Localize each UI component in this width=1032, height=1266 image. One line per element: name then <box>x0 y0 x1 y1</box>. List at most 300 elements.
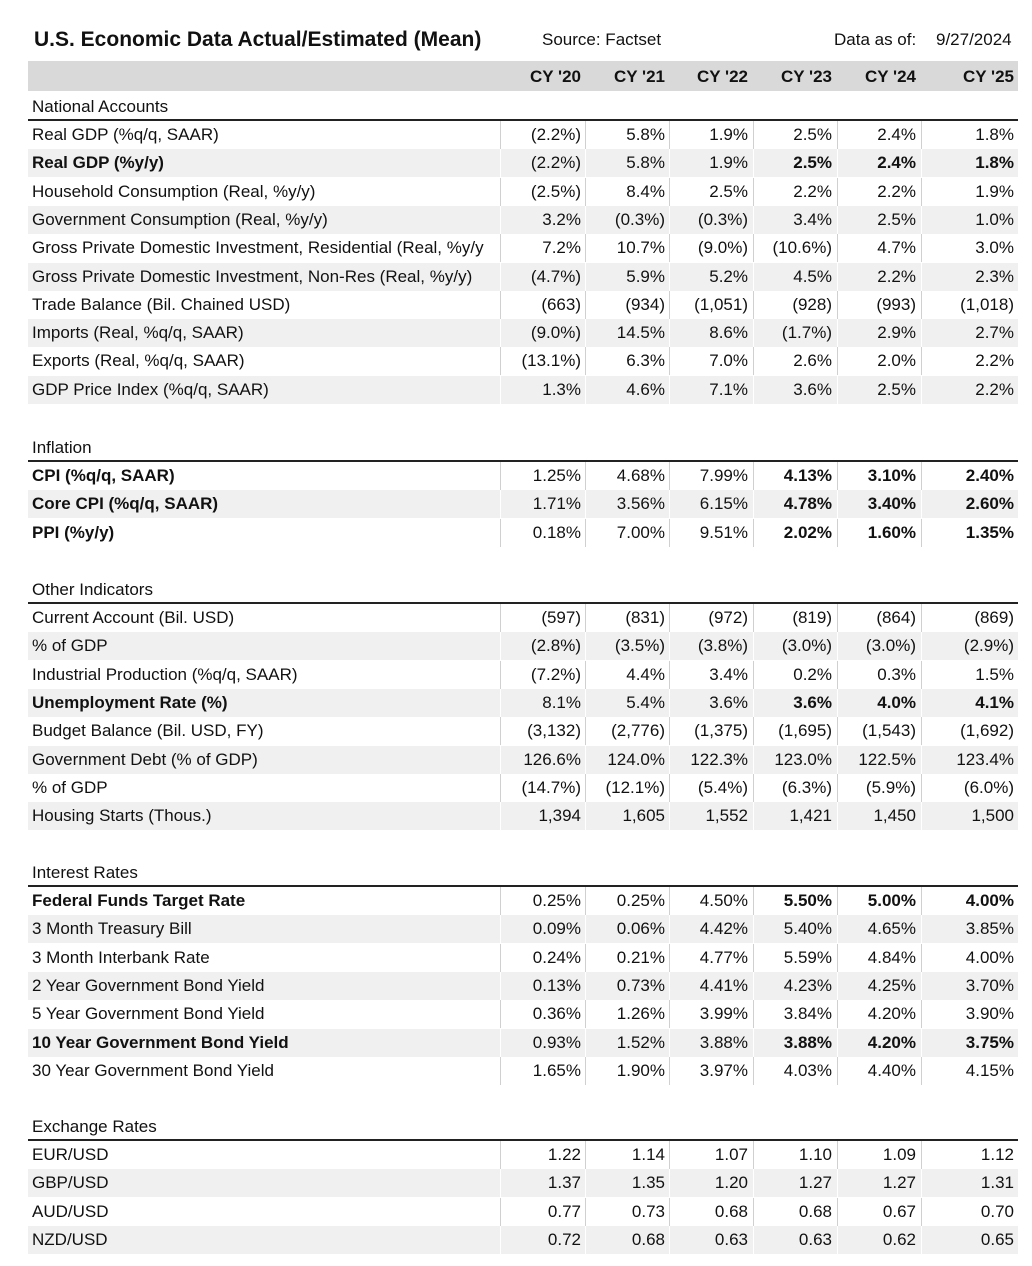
value-cell: 1.12 <box>980 1145 1014 1164</box>
row-label: 2 Year Government Bond Yield <box>32 975 265 995</box>
value-cell: 2.5% <box>793 153 832 173</box>
row-label: Real GDP (%q/q, SAAR) <box>32 125 219 144</box>
page-title: U.S. Economic Data Actual/Estimated (Mean) <box>34 28 482 51</box>
table-row <box>28 206 1018 234</box>
value-cell: 3.70% <box>965 975 1014 995</box>
table-row <box>28 490 1018 518</box>
value-cell: 0.73 <box>631 1201 665 1221</box>
section-title <box>28 435 1018 461</box>
value-cell: 5.9% <box>626 266 665 286</box>
value-cell: 8.6% <box>709 323 748 343</box>
value-cell: 5.8% <box>626 125 665 144</box>
value-cell: 0.13% <box>532 975 581 995</box>
row-label: 3 Month Treasury Bill <box>32 919 192 939</box>
value-cell: (663) <box>541 294 581 314</box>
value-cell: (4.7%) <box>530 266 581 286</box>
row-label: Federal Funds Target Rate <box>32 891 246 910</box>
column-header: CY '21 <box>614 67 665 86</box>
cell-divider <box>921 1141 922 1169</box>
value-cell: 1.14 <box>631 1145 665 1164</box>
value-cell: (597) <box>541 608 581 627</box>
row-label: Gross Private Domestic Investment, Residential (Real, %y/y <box>32 238 484 258</box>
row-label: 5 Year Government Bond Yield <box>32 1004 265 1024</box>
value-cell: (6.3%) <box>781 777 832 797</box>
value-cell: (5.4%) <box>697 777 748 797</box>
value-cell: 0.3% <box>877 664 916 684</box>
value-cell: (13.1%) <box>521 351 581 371</box>
cell-divider <box>921 178 922 206</box>
value-cell: 3.88% <box>699 1032 748 1052</box>
value-cell: 1.10 <box>798 1145 832 1164</box>
value-cell: (972) <box>708 608 748 627</box>
table-row <box>28 376 1018 404</box>
value-cell: (934) <box>625 294 665 314</box>
value-cell: 5.40% <box>783 919 832 939</box>
value-cell: (2.2%) <box>530 125 581 144</box>
value-cell: 2.2% <box>877 181 916 201</box>
value-cell: 1.90% <box>616 1060 665 1080</box>
cell-divider <box>921 1000 922 1028</box>
table-row <box>28 774 1018 802</box>
cell-divider <box>921 347 922 375</box>
value-cell: (3.5%) <box>614 636 665 656</box>
value-cell: 4.00% <box>965 891 1014 910</box>
value-cell: 0.25% <box>616 891 665 910</box>
section-title-text: Interest Rates <box>32 863 138 882</box>
value-cell: 3.84% <box>783 1004 832 1024</box>
value-cell: 3.6% <box>793 692 832 712</box>
data-as-of-date: 9/27/2024 <box>936 30 1012 49</box>
value-cell: (1,692) <box>960 721 1014 741</box>
value-cell: 4.77% <box>699 947 748 967</box>
value-cell: 14.5% <box>616 323 665 343</box>
value-cell: 4.41% <box>699 975 748 995</box>
value-cell: 2.6% <box>793 351 832 371</box>
value-cell: 4.20% <box>867 1004 916 1024</box>
row-label: GBP/USD <box>32 1173 109 1193</box>
value-cell: 3.6% <box>709 692 748 712</box>
value-cell: 1.9% <box>975 181 1014 201</box>
row-label: AUD/USD <box>32 1201 109 1221</box>
value-cell: (2.5%) <box>530 181 581 201</box>
value-cell: 0.72 <box>547 1229 581 1249</box>
value-cell: 0.21% <box>616 947 665 967</box>
value-cell: (1.7%) <box>781 323 832 343</box>
value-cell: 4.42% <box>699 919 748 939</box>
value-cell: 2.4% <box>877 153 916 173</box>
value-cell: 2.5% <box>793 125 832 144</box>
row-label: PPI (%y/y) <box>32 522 115 542</box>
value-cell: 1.35 <box>631 1173 665 1193</box>
value-cell: 0.62 <box>882 1229 916 1249</box>
value-cell: 2.5% <box>709 181 748 201</box>
value-cell: 5.00% <box>867 891 916 910</box>
value-cell: 4.03% <box>783 1060 832 1080</box>
value-cell: 4.68% <box>616 466 665 485</box>
column-header: CY '23 <box>781 67 832 86</box>
value-cell: 0.70 <box>980 1201 1014 1221</box>
value-cell: 3.99% <box>699 1004 748 1024</box>
table-row <box>28 746 1018 774</box>
row-label: Household Consumption (Real, %y/y) <box>32 181 316 201</box>
value-cell: 4.84% <box>867 947 916 967</box>
row-label: 30 Year Government Bond Yield <box>32 1060 274 1080</box>
cell-divider <box>921 972 922 1000</box>
section-title <box>28 577 1018 603</box>
value-cell: 1,394 <box>538 806 581 826</box>
value-cell: 4.78% <box>783 494 832 514</box>
value-cell: (3,132) <box>527 721 581 741</box>
value-cell: 1.3% <box>542 379 581 399</box>
value-cell: 1.27 <box>798 1173 832 1193</box>
table-row <box>28 1057 1018 1085</box>
table-row <box>28 604 1018 632</box>
value-cell: 5.2% <box>709 266 748 286</box>
section-title <box>28 94 1018 120</box>
value-cell: 1,605 <box>622 806 665 826</box>
cell-divider <box>921 519 922 547</box>
value-cell: 8.1% <box>542 692 581 712</box>
cell-divider <box>921 149 922 177</box>
data-as-of-label: Data as of: <box>834 30 917 49</box>
section-title-text: Exchange Rates <box>32 1117 157 1136</box>
value-cell: 1.9% <box>709 153 748 173</box>
table-row <box>28 149 1018 177</box>
value-cell: 1.07 <box>714 1145 748 1164</box>
value-cell: 5.4% <box>626 692 665 712</box>
value-cell: 4.50% <box>699 891 748 910</box>
value-cell: 2.5% <box>877 379 916 399</box>
value-cell: 3.40% <box>867 494 916 514</box>
value-cell: 0.09% <box>532 919 581 939</box>
row-label: EUR/USD <box>32 1145 109 1164</box>
value-cell: 4.20% <box>867 1032 916 1052</box>
value-cell: 3.97% <box>699 1060 748 1080</box>
cell-divider <box>921 661 922 689</box>
value-cell: 5.59% <box>783 947 832 967</box>
value-cell: 1.09 <box>882 1145 916 1164</box>
table-row <box>28 319 1018 347</box>
value-cell: 2.5% <box>877 209 916 229</box>
value-cell: 3.88% <box>783 1032 832 1052</box>
value-cell: (2.8%) <box>530 636 581 656</box>
value-cell: 2.2% <box>975 351 1014 371</box>
cell-divider <box>921 319 922 347</box>
value-cell: 1,450 <box>873 806 916 826</box>
section-title-text: Other Indicators <box>32 580 153 599</box>
table-row <box>28 1198 1018 1226</box>
value-cell: 1,421 <box>789 806 832 826</box>
value-cell: 2.60% <box>965 494 1014 514</box>
table-row <box>28 347 1018 375</box>
column-header-row <box>28 61 1018 91</box>
table-row <box>28 717 1018 745</box>
cell-divider <box>921 462 922 490</box>
column-header: CY '20 <box>530 67 581 86</box>
value-cell: 7.99% <box>699 466 748 485</box>
cell-divider <box>921 490 922 518</box>
value-cell: 1.26% <box>616 1004 665 1024</box>
value-cell: (14.7%) <box>521 777 581 797</box>
source-label: Source: Factset <box>542 30 662 49</box>
table-row <box>28 915 1018 943</box>
value-cell: 1.25% <box>532 466 581 485</box>
column-header: CY '24 <box>865 67 916 86</box>
value-cell: 4.23% <box>783 975 832 995</box>
value-cell: 4.7% <box>877 238 916 258</box>
value-cell: 3.85% <box>965 919 1014 939</box>
value-cell: 1.52% <box>616 1032 665 1052</box>
value-cell: (993) <box>876 294 916 314</box>
value-cell: 1.5% <box>975 664 1014 684</box>
cell-divider <box>921 1169 922 1197</box>
value-cell: 3.6% <box>793 379 832 399</box>
value-cell: (3.0%) <box>781 636 832 656</box>
row-label: Core CPI (%q/q, SAAR) <box>32 494 219 514</box>
value-cell: (869) <box>974 608 1014 627</box>
cell-divider <box>921 717 922 745</box>
value-cell: 1.20 <box>714 1173 748 1193</box>
table-row <box>28 802 1018 830</box>
value-cell: (2,776) <box>611 721 665 741</box>
value-cell: 4.13% <box>783 466 832 485</box>
table-row <box>28 519 1018 547</box>
value-cell: 122.3% <box>690 749 748 769</box>
table-row <box>28 1000 1018 1028</box>
value-cell: 3.10% <box>867 466 916 485</box>
cell-divider <box>921 1226 922 1254</box>
value-cell: (928) <box>792 294 832 314</box>
row-label: GDP Price Index (%q/q, SAAR) <box>32 379 269 399</box>
row-label: Gross Private Domestic Investment, Non-Res (Real, %y/y) <box>32 266 473 286</box>
row-label: Real GDP (%y/y) <box>32 153 164 173</box>
column-header: CY '22 <box>697 67 748 86</box>
value-cell: 1.31 <box>980 1173 1014 1193</box>
value-cell: (6.0%) <box>963 777 1014 797</box>
value-cell: 4.25% <box>867 975 916 995</box>
value-cell: 124.0% <box>607 749 665 769</box>
row-label: Budget Balance (Bil. USD, FY) <box>32 721 264 741</box>
cell-divider <box>921 746 922 774</box>
row-label: Trade Balance (Bil. Chained USD) <box>32 294 291 314</box>
value-cell: 0.93% <box>532 1032 581 1052</box>
table-row <box>28 178 1018 206</box>
value-cell: (3.0%) <box>865 636 916 656</box>
value-cell: (0.3%) <box>697 209 748 229</box>
value-cell: (5.9%) <box>865 777 916 797</box>
cell-divider <box>921 802 922 830</box>
value-cell: 0.63 <box>714 1229 748 1249</box>
value-cell: 0.24% <box>532 947 581 967</box>
value-cell: 1.22 <box>547 1145 581 1164</box>
value-cell: 2.0% <box>877 351 916 371</box>
section-title <box>28 1114 1018 1140</box>
row-label: Industrial Production (%q/q, SAAR) <box>32 664 298 684</box>
value-cell: (2.2%) <box>530 153 581 173</box>
value-cell: 1.8% <box>975 125 1014 144</box>
cell-divider <box>921 689 922 717</box>
value-cell: 3.4% <box>709 664 748 684</box>
value-cell: 0.65 <box>980 1229 1014 1249</box>
cell-divider <box>921 632 922 660</box>
value-cell: (831) <box>625 608 665 627</box>
value-cell: 2.3% <box>975 266 1014 286</box>
row-label: % of GDP <box>32 636 108 656</box>
table-row <box>28 1029 1018 1057</box>
table-row <box>28 1169 1018 1197</box>
value-cell: 5.8% <box>626 153 665 173</box>
value-cell: (9.0%) <box>697 238 748 258</box>
value-cell: 2.02% <box>783 522 832 542</box>
value-cell: 2.40% <box>965 466 1014 485</box>
value-cell: 123.4% <box>956 749 1014 769</box>
value-cell: 2.4% <box>877 125 916 144</box>
cell-divider <box>921 376 922 404</box>
value-cell: (1,018) <box>960 294 1014 314</box>
value-cell: 1.71% <box>532 494 581 514</box>
cell-divider <box>921 234 922 262</box>
section-title-text: Inflation <box>32 438 92 457</box>
row-label: Unemployment Rate (%) <box>32 692 228 712</box>
value-cell: 0.67 <box>882 1201 916 1221</box>
value-cell: 126.6% <box>523 749 581 769</box>
value-cell: 1.0% <box>975 209 1014 229</box>
cell-divider <box>921 1057 922 1085</box>
value-cell: 1.37 <box>547 1173 581 1193</box>
cell-divider <box>921 291 922 319</box>
value-cell: (2.9%) <box>963 636 1014 656</box>
value-cell: 0.68 <box>798 1201 832 1221</box>
value-cell: 3.56% <box>616 494 665 514</box>
value-cell: 0.25% <box>532 891 581 910</box>
value-cell: 4.6% <box>626 379 665 399</box>
value-cell: (1,543) <box>862 721 916 741</box>
table-row <box>28 887 1018 915</box>
value-cell: (3.8%) <box>697 636 748 656</box>
value-cell: 10.7% <box>616 238 665 258</box>
value-cell: 4.1% <box>975 692 1014 712</box>
value-cell: 5.50% <box>783 891 832 910</box>
value-cell: 4.00% <box>965 947 1014 967</box>
value-cell: 0.68 <box>714 1201 748 1221</box>
value-cell: 6.15% <box>699 494 748 514</box>
value-cell: (864) <box>876 608 916 627</box>
value-cell: 2.7% <box>975 323 1014 343</box>
value-cell: (7.2%) <box>530 664 581 684</box>
value-cell: 1.60% <box>867 522 916 542</box>
cell-divider <box>921 944 922 972</box>
value-cell: 3.4% <box>793 209 832 229</box>
value-cell: 122.5% <box>858 749 916 769</box>
row-label: % of GDP <box>32 777 108 797</box>
value-cell: 123.0% <box>774 749 832 769</box>
value-cell: 0.36% <box>532 1004 581 1024</box>
value-cell: 7.00% <box>616 522 665 542</box>
row-label: Exports (Real, %q/q, SAAR) <box>32 351 245 371</box>
value-cell: 1,552 <box>705 806 748 826</box>
cell-divider <box>921 915 922 943</box>
value-cell: 6.3% <box>626 351 665 371</box>
value-cell: 0.68 <box>631 1229 665 1249</box>
row-label: Current Account (Bil. USD) <box>32 608 235 627</box>
value-cell: 2.2% <box>877 266 916 286</box>
row-label: Government Debt (% of GDP) <box>32 749 258 769</box>
value-cell: 0.2% <box>793 664 832 684</box>
value-cell: 4.15% <box>965 1060 1014 1080</box>
section-title <box>28 860 1018 886</box>
table-row <box>28 121 1018 149</box>
value-cell: 0.18% <box>532 522 581 542</box>
value-cell: (10.6%) <box>772 238 832 258</box>
value-cell: 3.0% <box>975 238 1014 258</box>
value-cell: 4.0% <box>877 692 916 712</box>
value-cell: 1.8% <box>975 153 1014 173</box>
table-row <box>28 689 1018 717</box>
table-row <box>28 462 1018 490</box>
value-cell: 0.06% <box>616 919 665 939</box>
value-cell: 0.77 <box>547 1201 581 1221</box>
value-cell: 1.27 <box>882 1173 916 1193</box>
table-row <box>28 661 1018 689</box>
cell-divider <box>921 774 922 802</box>
value-cell: 2.2% <box>975 379 1014 399</box>
section-title-text: National Accounts <box>32 97 169 116</box>
value-cell: (1,051) <box>694 294 748 314</box>
value-cell: 4.5% <box>793 266 832 286</box>
table-row <box>28 1141 1018 1169</box>
table-row <box>28 632 1018 660</box>
table-row <box>28 234 1018 262</box>
row-label: CPI (%q/q, SAAR) <box>32 466 175 485</box>
value-cell: (1,375) <box>694 721 748 741</box>
value-cell: (9.0%) <box>530 323 581 343</box>
cell-divider <box>921 121 922 149</box>
value-cell: 3.75% <box>965 1032 1014 1052</box>
value-cell: (1,695) <box>778 721 832 741</box>
row-label: NZD/USD <box>32 1229 108 1249</box>
cell-divider <box>921 1029 922 1057</box>
table-row <box>28 291 1018 319</box>
value-cell: (12.1%) <box>605 777 665 797</box>
column-header: CY '25 <box>963 67 1014 86</box>
cell-divider <box>921 604 922 632</box>
table-row <box>28 944 1018 972</box>
value-cell: 4.4% <box>626 664 665 684</box>
value-cell: 0.63 <box>798 1229 832 1249</box>
cell-divider <box>921 263 922 291</box>
title-row <box>28 24 1018 56</box>
value-cell: 0.73% <box>616 975 665 995</box>
value-cell: 1.35% <box>965 522 1014 542</box>
row-label: Government Consumption (Real, %y/y) <box>32 209 328 229</box>
value-cell: 9.51% <box>699 522 748 542</box>
value-cell: 8.4% <box>626 181 665 201</box>
value-cell: 4.65% <box>867 919 916 939</box>
value-cell: 3.2% <box>542 209 581 229</box>
value-cell: (819) <box>792 608 832 627</box>
value-cell: 1.9% <box>709 125 748 144</box>
cell-divider <box>921 1198 922 1226</box>
value-cell: (0.3%) <box>614 209 665 229</box>
table-row <box>28 1226 1018 1254</box>
row-label: 3 Month Interbank Rate <box>32 947 210 967</box>
table-row <box>28 263 1018 291</box>
table-row <box>28 972 1018 1000</box>
value-cell: 4.40% <box>867 1060 916 1080</box>
value-cell: 7.0% <box>709 351 748 371</box>
value-cell: 7.1% <box>709 379 748 399</box>
value-cell: 1,500 <box>971 806 1014 826</box>
